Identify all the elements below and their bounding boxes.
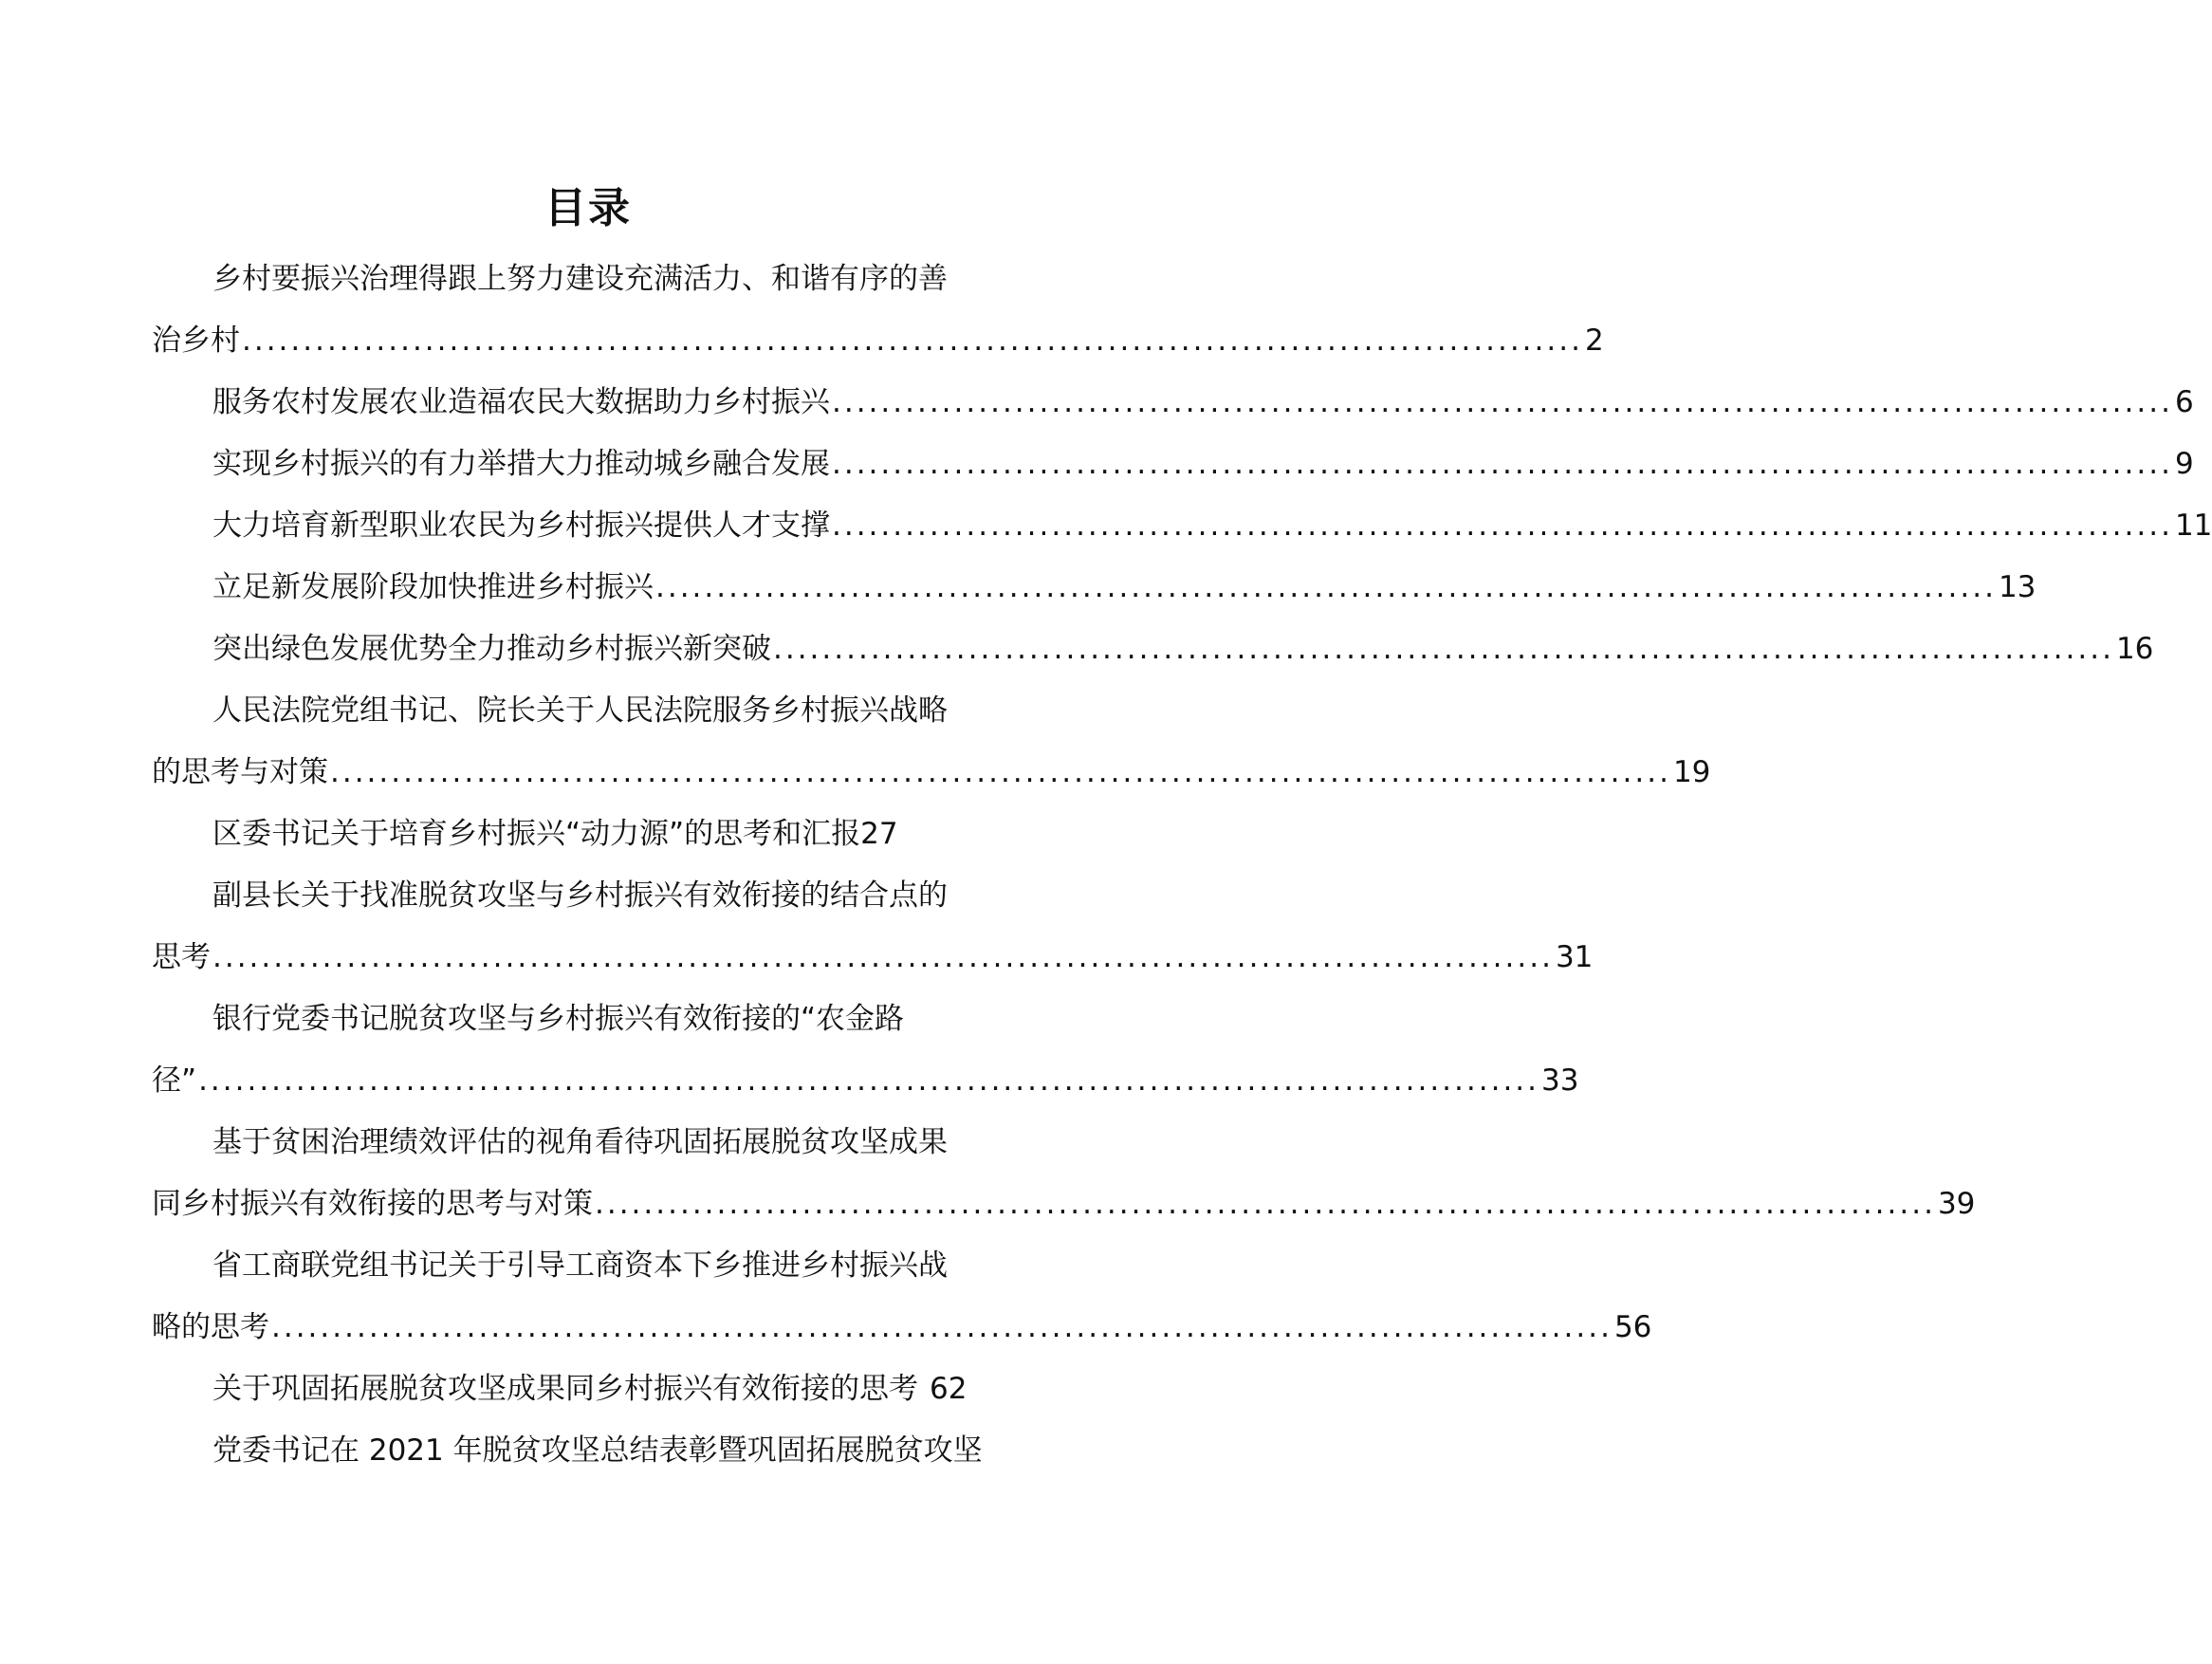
toc-entry-line[interactable] [152,1297,1652,1359]
toc-leader-dots: .............................................................................................................. [595,1187,1936,1221]
toc-page-number: 33 [1541,1063,1579,1098]
toc-page-number: 9 [2174,447,2194,481]
toc-entry-title-cont: 治乡村 [152,324,240,358]
toc-leader-dots: .............................................................................................................. [832,508,2173,543]
toc-leader-dots: .............................................................................................................. [655,570,1997,604]
toc-entry-title: 人民法院党组书记、院长关于人民法院服务乡村振兴战略 [212,693,948,728]
toc-entry-line[interactable] [152,1050,1579,1112]
toc-entry-title: 省工商联党组书记关于引导工商资本下乡推进乡村振兴战 [212,1248,948,1283]
toc-entry-title: 银行党委书记脱贫攻坚与乡村振兴有效衔接的“农金路 [212,1002,905,1036]
toc-leader-dots: .............................................................................................................. [242,324,1583,358]
toc-entry-line[interactable] [152,495,2212,557]
toc-leader-dots: .............................................................................................................. [832,385,2173,419]
toc-page-number: 13 [1998,570,2037,604]
toc-leader-dots: .............................................................................................................. [773,632,2114,666]
toc-page-number: 62 [930,1372,968,1406]
toc-leader-dots: .............................................................................................................. [198,1063,1540,1098]
toc-page-number: 56 [1613,1310,1652,1344]
toc-entry-title: 区委书记关于培育乡村振兴“动力源”的思考和汇报 [212,817,861,851]
toc-page-number: 19 [1672,755,1711,789]
toc-leader-dots: .............................................................................................................. [832,447,2173,481]
toc-leader-dots: .............................................................................................................. [271,1310,1613,1344]
toc-page-number: 2 [1584,324,1604,358]
toc-entry-line[interactable] [152,680,1039,742]
toc-entry-line[interactable] [152,557,2037,619]
toc-entry-title: 立足新发展阶段加快推进乡村振兴 [212,570,654,604]
toc-entry-title: 副县长关于找准脱贫攻坚与乡村振兴有效衔接的结合点的 [212,878,948,913]
toc-entry-title-cont: 径” [152,1063,197,1098]
toc-entry-line[interactable] [152,742,1711,804]
toc-entry-line[interactable] [152,1174,1976,1235]
toc-entry-line[interactable] [152,989,1039,1050]
toc-entry-title-cont: 略的思考 [152,1310,269,1344]
toc-page-number: 6 [2174,385,2194,419]
toc-entry-title: 乡村要振兴治理得跟上努力建设充满活力、和谐有序的善 [212,262,948,296]
toc-entry-title-cont: 同乡村振兴有效衔接的思考与对策 [152,1187,593,1221]
toc-page-number: 31 [1555,940,1594,974]
toc-leader-dots: .............................................................................................................. [330,755,1671,789]
toc-entry-title: 党委书记在 2021 年脱贫攻坚总结表彰暨巩固拓展脱贫攻坚 [212,1433,983,1468]
toc-entry-line[interactable] [152,434,2194,495]
toc-entry-line[interactable] [152,927,1594,989]
toc-entry-title: 突出绿色发展优势全力推动乡村振兴新突破 [212,632,771,666]
toc-entry-line[interactable] [152,372,2194,434]
toc-entry-title-cont: 思考 [152,940,211,974]
toc-entry-title-cont: 的思考与对策 [152,755,328,789]
toc-page-number: 39 [1937,1187,1976,1221]
toc-title: 目录 [544,184,632,232]
toc-entry-line[interactable] [152,804,1039,865]
toc-entry-line[interactable] [152,619,2154,680]
toc-entry-title: 实现乡村振兴的有力举措大力推动城乡融合发展 [212,447,830,481]
toc-list [152,249,2212,1482]
toc-entry-line[interactable] [152,1359,1039,1420]
toc-entry-line[interactable] [152,1112,1039,1174]
toc-entry-title: 大力培育新型职业农民为乡村振兴提供人才支撑 [212,508,830,543]
toc-entry-line[interactable] [152,865,1039,927]
toc-entry-title: 基于贫困治理绩效评估的视角看待巩固拓展脱贫攻坚成果 [212,1125,948,1159]
toc-entry-title: 关于巩固拓展脱贫攻坚成果同乡村振兴有效衔接的思考 [212,1372,918,1406]
toc-entry-line[interactable] [152,249,1039,310]
toc-page-number: 27 [860,817,898,851]
toc-page-number: 16 [2115,632,2154,666]
toc-entry-line[interactable] [152,1235,1039,1297]
toc-entry-title: 服务农村发展农业造福农民大数据助力乡村振兴 [212,385,830,419]
toc-entry-line[interactable] [152,310,1604,372]
toc-entry-line[interactable] [152,1420,1039,1482]
toc-page-number: 11 [2174,508,2212,543]
toc-leader-dots: .............................................................................................................. [212,940,1554,974]
